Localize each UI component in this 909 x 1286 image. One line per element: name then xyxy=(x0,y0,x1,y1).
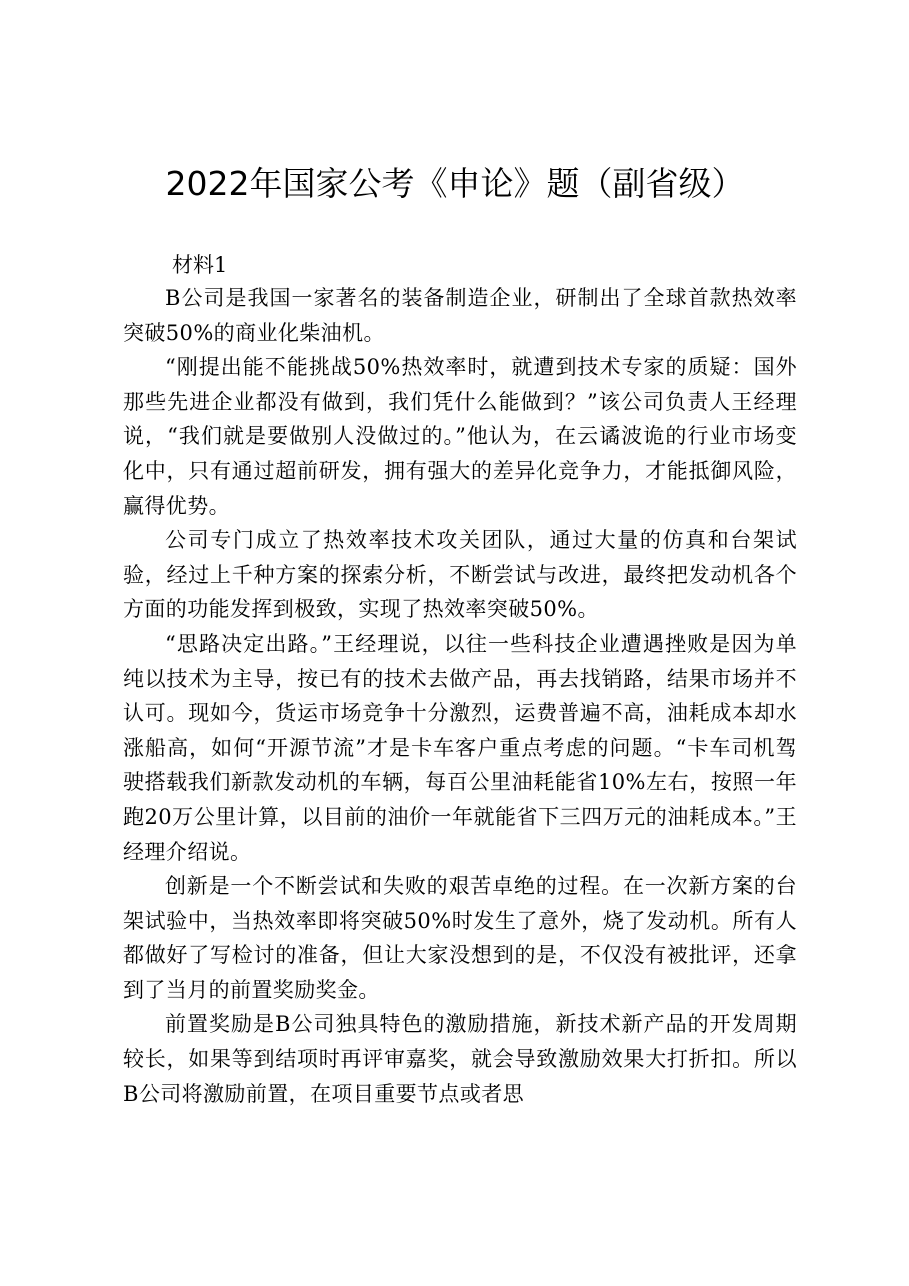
document-body xyxy=(123,281,797,1111)
document-title: 2022年国家公考《申论》题（副省级） xyxy=(165,164,745,203)
paragraph: “刚提出能不能挑战50%热效率时，就遭到技术专家的质疑：国外那些先进企业都没有做到，我们凭什么能做到？”该公司负责人王经理说，“我们就是要做别人没做过的。”他认为，在云谲波诡的行业市场变化中，只有通过超前研发，拥有强大的差异化竞争力，才能抵御风险，赢得优势。 xyxy=(123,355,797,518)
paragraph: 创新是一个不断尝试和失败的艰苦卓绝的过程。在一次新方案的台架试验中，当热效率即将突破50%时发生了意外，烧了发动机。所有人都做好了写检讨的准备，但让大家没想到的是，不仅没有被批评，还拿到了当月的前置奖励奖金。 xyxy=(123,874,797,1002)
paragraph: “思路决定出路。”王经理说，以往一些科技企业遭遇挫败是因为单纯以技术为主导，按已有的技术去做产品，再去找销路，结果市场并不认可。现如今，货运市场竞争十分激烈，运费普遍不高，油耗成本却水涨船高，如何“开源节流”才是卡车客户重点考虑的问题。“卡车司机驾驶搭载我们新款发动机的车辆，每百公里油耗能省10%左右，按照一年跑20万公里计算，以目前的油价一年就能省下三四万元的油耗成本。”王经理介绍说。 xyxy=(123,631,797,864)
paragraph: B公司是我国一家著名的装备制造企业，研制出了全球首款热效率突破50%的商业化柴油机。 xyxy=(123,286,797,345)
paragraph: 公司专门成立了热效率技术攻关团队，通过大量的仿真和台架试验，经过上千种方案的探索分析，不断尝试与改进，最终把发动机各个方面的功能发挥到极致，实现了热效率突破50%。 xyxy=(123,528,797,622)
paragraph: 前置奖励是B公司独具特色的激励措施，新技术新产品的开发周期较长，如果等到结项时再评审嘉奖，就会导致激励效果大打折扣。所以B公司将激励前置，在项目重要节点或者思 xyxy=(123,1012,797,1106)
section-label: 材料1 xyxy=(172,253,228,277)
